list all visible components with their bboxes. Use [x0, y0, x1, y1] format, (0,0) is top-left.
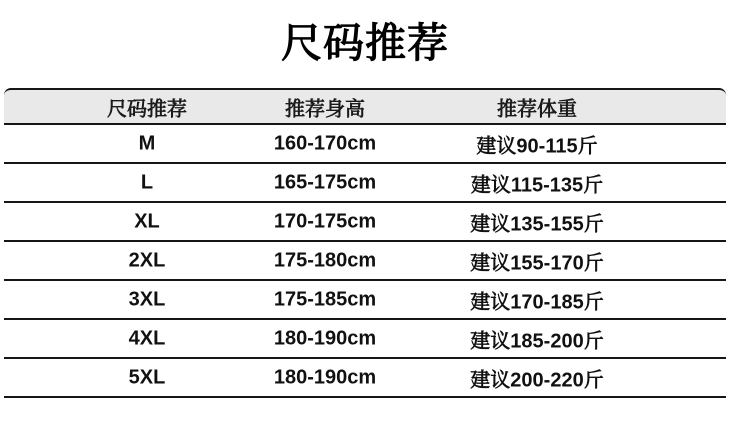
- size-cell: L: [140, 171, 154, 193]
- height-cell: 175-180cm: [273, 249, 377, 271]
- size-cell: 4XL: [128, 327, 166, 349]
- header-weight: 推荐体重: [497, 98, 577, 120]
- table-row: [4, 164, 726, 203]
- size-cell: 3XL: [128, 288, 166, 310]
- height-cell: 170-175cm: [273, 210, 377, 232]
- table-header-row: [4, 88, 726, 125]
- header-size: 尺码推荐: [107, 98, 187, 120]
- weight-cell: 建议200-220斤: [470, 369, 604, 391]
- table-row: [4, 242, 726, 281]
- size-cell: 5XL: [128, 366, 166, 388]
- table-row: [4, 125, 726, 164]
- size-table: [4, 88, 726, 398]
- weight-cell: 建议135-155斤: [470, 213, 604, 235]
- table-row: [4, 203, 726, 242]
- table-row: [4, 359, 726, 398]
- height-cell: 160-170cm: [273, 132, 377, 154]
- weight-cell: 建议185-200斤: [470, 330, 604, 352]
- weight-cell: 建议155-170斤: [470, 252, 604, 274]
- height-cell: 180-190cm: [273, 327, 377, 349]
- weight-cell: 建议170-185斤: [470, 291, 604, 313]
- weight-cell: 建议115-135斤: [470, 174, 604, 196]
- header-height: 推荐身高: [285, 98, 365, 120]
- table-row: [4, 320, 726, 359]
- height-cell: 180-190cm: [273, 366, 377, 388]
- table-row: [4, 281, 726, 320]
- page-title: 尺码推荐: [281, 20, 449, 66]
- weight-cell: 建议90-115斤: [476, 135, 598, 157]
- height-cell: 165-175cm: [273, 171, 377, 193]
- height-cell: 175-185cm: [273, 288, 377, 310]
- size-cell: XL: [134, 210, 160, 232]
- size-cell: M: [138, 132, 156, 154]
- size-cell: 2XL: [128, 249, 166, 271]
